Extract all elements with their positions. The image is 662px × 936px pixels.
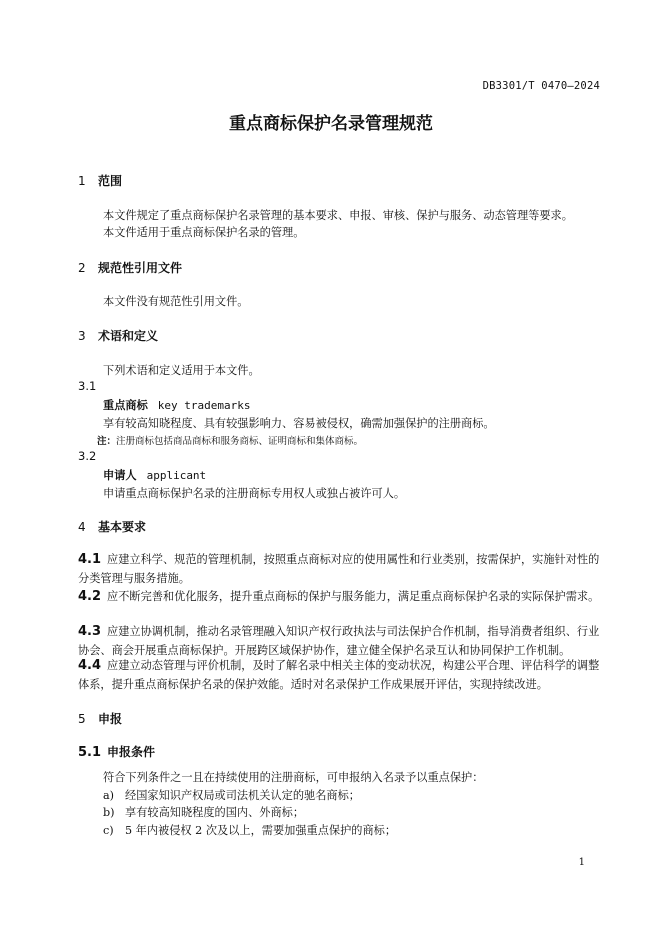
section-title: 申报 — [98, 712, 123, 726]
clause-number: 4.4 — [78, 658, 102, 673]
section-title: 规范性引用文件 — [98, 261, 183, 275]
clause-number: 4.3 — [78, 624, 102, 639]
list-marker: b) — [103, 806, 115, 819]
term-heading — [103, 397, 250, 413]
list-text: 5 年内被侵权 2 次及以上，需要加强重点保护的商标； — [125, 824, 397, 837]
section-number: 4 — [78, 520, 86, 534]
term-definition: 享有较高知晓程度、具有较强影响力、容易被侵权，确需加强保护的注册商标。 — [103, 417, 495, 430]
section-5-heading — [78, 710, 122, 727]
section-3-heading — [78, 327, 158, 344]
term-zh: 重点商标 — [103, 399, 148, 412]
page-number: 1 — [578, 857, 585, 868]
term-note — [97, 433, 363, 447]
term-zh: 申请人 — [103, 469, 137, 482]
list-item — [103, 804, 304, 820]
paragraph: 本文件规定了重点商标保护名录管理的基本要求、申报、审核、保护与服务、动态管理等要求。 — [103, 209, 573, 222]
clause-text: 应建立动态管理与评价机制，及时了解名录中相关主体的变动状况，构建公平合理、评估科学的调整体系，提升重点商标保护名录的保护效能。适时对名录保护工作成果展开评估，实现持续改进。 — [78, 659, 600, 691]
term-en: applicant — [146, 469, 207, 482]
clause-number: 4.2 — [78, 589, 102, 604]
clause-4-4 — [78, 656, 600, 694]
term-heading — [103, 467, 206, 483]
clause-4-3 — [78, 622, 600, 660]
note-label: 注： — [97, 436, 117, 447]
paragraph: 本文件适用于重点商标保护名录的管理。 — [103, 226, 305, 239]
term-number: 3.2 — [78, 449, 97, 463]
list-item — [103, 787, 360, 803]
term-en: key trademarks — [157, 399, 251, 412]
section-number: 1 — [78, 174, 86, 188]
paragraph: 符合下列条件之一且在持续使用的注册商标，可申报纳入名录予以重点保护： — [103, 771, 484, 784]
section-number: 3 — [78, 329, 86, 343]
paragraph: 本文件没有规范性引用文件。 — [103, 295, 249, 308]
term-definition: 申请重点商标保护名录的注册商标专用权人或独占被许可人。 — [103, 487, 406, 500]
term-number: 3.1 — [78, 379, 97, 393]
clause-text: 应建立科学、规范的管理机制，按照重点商标对应的使用属性和行业类别，按需保护，实施针对性的分类管理与服务措施。 — [78, 553, 600, 585]
list-text: 享有较高知晓程度的国内、外商标； — [125, 806, 305, 819]
list-text: 经国家知识产权局或司法机关认定的驰名商标； — [125, 789, 360, 802]
clause-4-2 — [78, 587, 600, 606]
note-text: 注册商标包括商品商标和服务商标、证明商标和集体商标。 — [116, 436, 364, 447]
list-marker: c) — [103, 824, 114, 837]
section-title: 基本要求 — [98, 520, 147, 534]
subsection-number: 5.1 — [78, 745, 102, 760]
paragraph: 下列术语和定义适用于本文件。 — [103, 364, 260, 377]
subsection-title: 申报条件 — [107, 745, 156, 759]
clause-text: 应不断完善和优化服务，提升重点商标的保护与服务能力，满足重点商标保护名录的实际保护需求。 — [107, 590, 600, 603]
clause-text: 应建立协调机制，推动名录管理融入知识产权行政执法与司法保护合作机制，指导消费者组织、行业协会、商会开展重点商标保护。开展跨区域保护协作，建立健全保护名录互认和协同保护工作机制。 — [78, 625, 600, 657]
section-4-heading — [78, 518, 146, 535]
section-2-heading — [78, 259, 182, 276]
section-number: 2 — [78, 261, 86, 275]
list-item — [103, 822, 396, 838]
clause-number: 4.1 — [78, 552, 102, 567]
document-number: DB3301/T 0470—2024 — [482, 80, 600, 92]
document-title: 重点商标保护名录管理规范 — [229, 114, 433, 134]
subsection-5-1-heading — [78, 743, 155, 760]
section-1-heading — [78, 172, 122, 189]
list-marker: a) — [103, 789, 115, 802]
section-number: 5 — [78, 712, 86, 726]
section-title: 术语和定义 — [98, 329, 159, 343]
section-title: 范围 — [98, 174, 123, 188]
clause-4-1 — [78, 550, 600, 588]
